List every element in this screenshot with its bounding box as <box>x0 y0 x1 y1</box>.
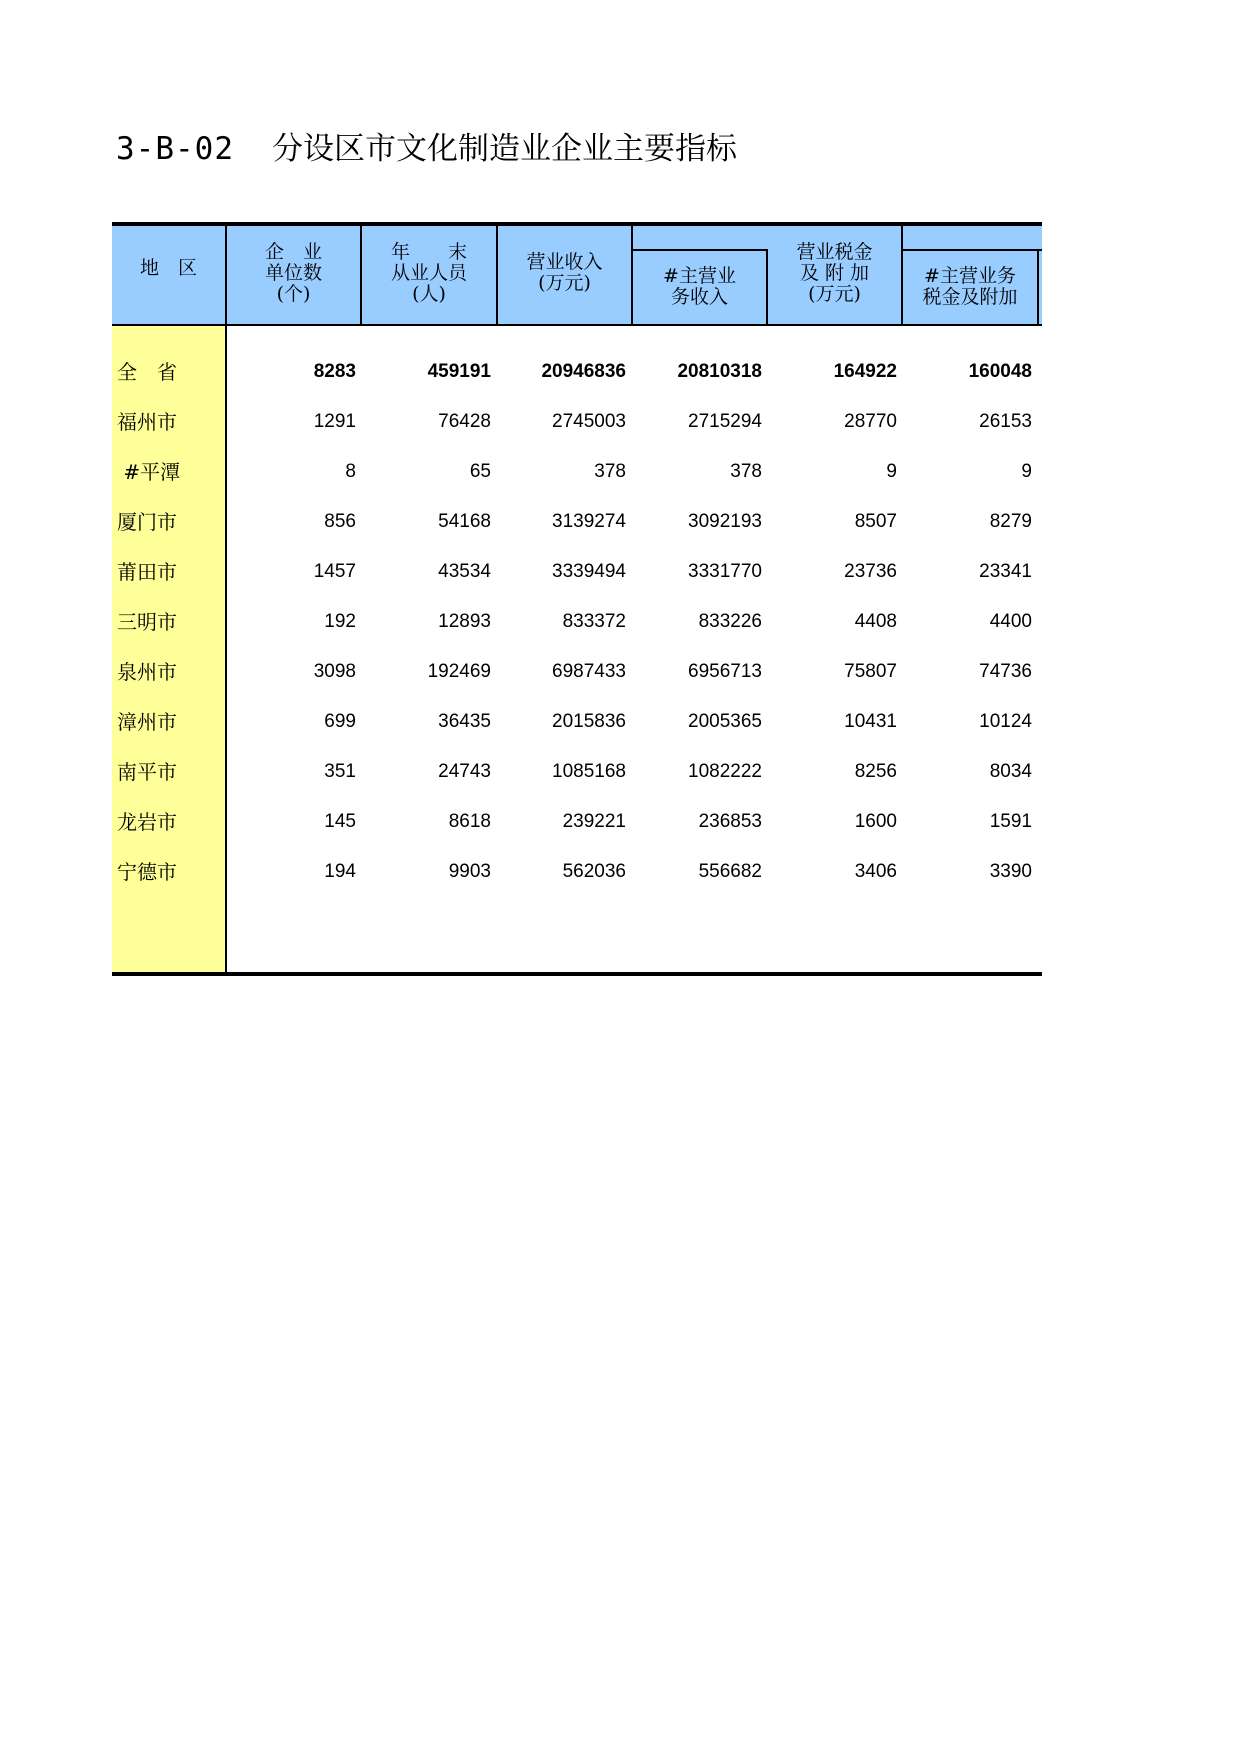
row-region: 龙岩市 <box>117 810 177 834</box>
table-row <box>112 847 1042 897</box>
table-row <box>112 347 1042 397</box>
table-row <box>112 447 1042 497</box>
cell-employees: 9903 <box>448 861 491 882</box>
cell-units: 856 <box>324 511 356 532</box>
cell-revenue: 378 <box>594 461 626 482</box>
table-row <box>112 397 1042 447</box>
cell-main-revenue: 2715294 <box>688 411 762 432</box>
table-row <box>112 497 1042 547</box>
cell-units: 192 <box>324 611 356 632</box>
table-code: 3-B-02 <box>116 131 234 167</box>
cell-units: 1457 <box>313 561 356 582</box>
cell-tax: 28770 <box>844 411 897 432</box>
cell-main-tax: 3390 <box>989 861 1032 882</box>
cell-tax: 8507 <box>854 511 897 532</box>
subheader-rule <box>901 249 1042 251</box>
cell-employees: 24743 <box>438 761 491 782</box>
cell-tax: 23736 <box>844 561 897 582</box>
cell-employees: 54168 <box>438 511 491 532</box>
header-divider <box>1037 250 1039 324</box>
cell-units: 8 <box>345 461 356 482</box>
cell-tax: 3406 <box>854 861 897 882</box>
row-region: 泉州市 <box>117 660 177 684</box>
row-region: 三明市 <box>117 610 177 634</box>
cell-main-tax: 9 <box>1021 461 1032 482</box>
header-main-revenue: #主营业 务收入 <box>663 265 736 308</box>
cell-main-revenue: 6956713 <box>688 661 762 682</box>
cell-tax: 10431 <box>844 711 897 732</box>
header-main-tax: #主营业务 税金及附加 <box>922 265 1018 308</box>
cell-units: 3098 <box>313 661 356 682</box>
cell-main-revenue: 2005365 <box>688 711 762 732</box>
row-region: 莆田市 <box>117 560 177 584</box>
cell-units: 351 <box>324 761 356 782</box>
cell-tax: 1600 <box>854 811 897 832</box>
cell-units: 1291 <box>313 411 356 432</box>
cell-units: 8283 <box>313 361 356 382</box>
table-header-rule <box>112 324 1042 326</box>
cell-main-revenue: 236853 <box>698 811 762 832</box>
table-row <box>112 797 1042 847</box>
row-region: 福州市 <box>117 410 177 434</box>
cell-revenue: 1085168 <box>552 761 626 782</box>
table-row <box>112 747 1042 797</box>
cell-main-revenue: 556682 <box>698 861 762 882</box>
cell-revenue: 20946836 <box>541 361 626 382</box>
cell-main-revenue: 3092193 <box>688 511 762 532</box>
row-region: #平潭 <box>117 460 181 484</box>
cell-revenue: 833372 <box>562 611 626 632</box>
cell-main-tax: 1591 <box>989 811 1032 832</box>
header-region: 地 区 <box>139 257 197 279</box>
cell-tax: 9 <box>886 461 897 482</box>
cell-units: 194 <box>324 861 356 882</box>
table-bottom-rule <box>112 972 1042 976</box>
table-row <box>112 547 1042 597</box>
cell-revenue: 2015836 <box>552 711 626 732</box>
cell-main-tax: 10124 <box>979 711 1032 732</box>
cell-employees: 65 <box>469 461 491 482</box>
header-revenue: 营业收入 (万元) <box>526 251 603 294</box>
cell-main-revenue: 3331770 <box>688 561 762 582</box>
cell-main-revenue: 378 <box>730 461 762 482</box>
cell-tax: 8256 <box>854 761 897 782</box>
cell-main-tax: 74736 <box>979 661 1032 682</box>
cell-tax: 4408 <box>854 611 897 632</box>
cell-employees: 8618 <box>448 811 491 832</box>
row-region: 漳州市 <box>117 710 177 734</box>
cell-employees: 12893 <box>438 611 491 632</box>
cell-employees: 36435 <box>438 711 491 732</box>
cell-revenue: 3139274 <box>552 511 626 532</box>
row-region: 全 省 <box>117 360 177 384</box>
page-title <box>116 128 737 168</box>
data-table <box>112 222 1042 976</box>
cell-main-tax: 23341 <box>979 561 1032 582</box>
cell-main-revenue: 20810318 <box>677 361 762 382</box>
cell-revenue: 3339494 <box>552 561 626 582</box>
cell-revenue: 562036 <box>562 861 626 882</box>
cell-main-tax: 26153 <box>979 411 1032 432</box>
cell-main-revenue: 1082222 <box>688 761 762 782</box>
table-row <box>112 697 1042 747</box>
cell-main-tax: 4400 <box>989 611 1032 632</box>
cell-employees: 459191 <box>427 361 491 382</box>
cell-employees: 192469 <box>427 661 491 682</box>
cell-tax: 164922 <box>833 361 897 382</box>
table-row <box>112 647 1042 697</box>
cell-employees: 43534 <box>438 561 491 582</box>
cell-main-tax: 160048 <box>968 361 1032 382</box>
row-region: 宁德市 <box>117 860 177 884</box>
cell-tax: 75807 <box>844 661 897 682</box>
row-region: 厦门市 <box>117 510 177 534</box>
header-units: 企 业 单位数 (个) <box>264 241 322 305</box>
row-region: 南平市 <box>117 760 177 784</box>
cell-main-tax: 8279 <box>989 511 1032 532</box>
subheader-rule <box>631 249 768 251</box>
header-employees: 年 末 从业人员 (人) <box>390 241 467 305</box>
cell-revenue: 6987433 <box>552 661 626 682</box>
cell-employees: 76428 <box>438 411 491 432</box>
cell-revenue: 239221 <box>562 811 626 832</box>
table-title: 分设区市文化制造业企业主要指标 <box>271 131 737 167</box>
cell-units: 699 <box>324 711 356 732</box>
cell-main-tax: 8034 <box>989 761 1032 782</box>
cell-main-revenue: 833226 <box>698 611 762 632</box>
cell-units: 145 <box>324 811 356 832</box>
header-tax: 营业税金 及 附 加 (万元) <box>796 241 873 305</box>
cell-revenue: 2745003 <box>552 411 626 432</box>
table-row <box>112 597 1042 647</box>
